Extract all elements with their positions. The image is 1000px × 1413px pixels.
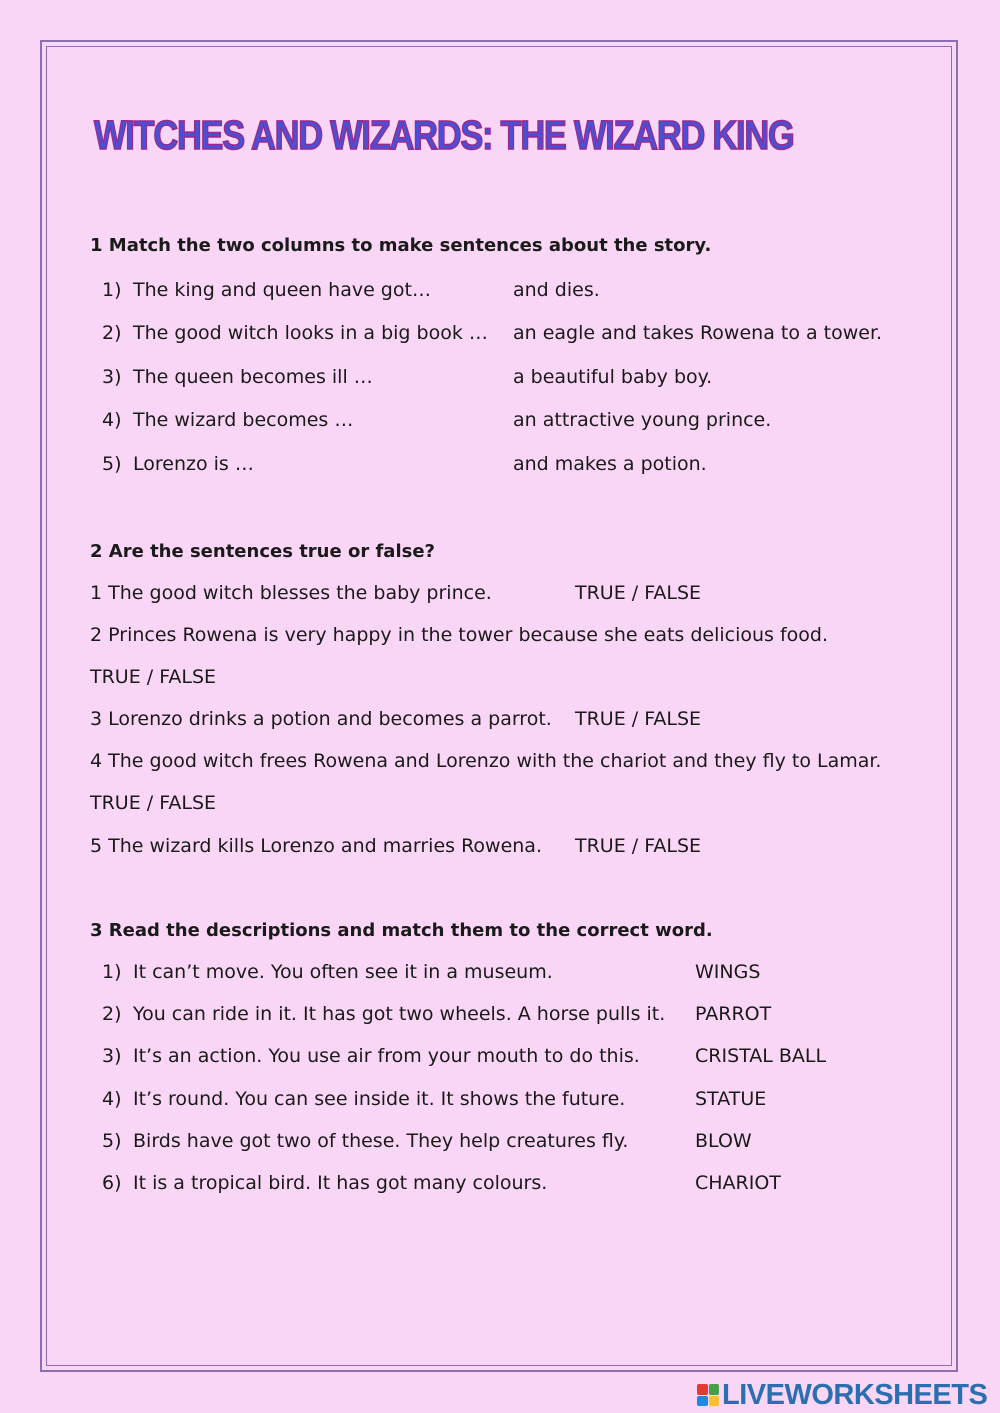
s1-item-num: 3) [102, 366, 122, 388]
s3-description: Birds have got two of these. They help creatures fly. [133, 1130, 629, 1152]
s2-true-false-choice[interactable]: TRUE / FALSE [90, 666, 217, 688]
s1-item-left: The good witch looks in a big book … [133, 322, 488, 344]
liveworksheets-logo-icon [697, 1384, 719, 1406]
s3-item-num: 1) [102, 961, 122, 983]
s2-true-false-choice[interactable]: TRUE / FALSE [575, 835, 702, 857]
section3-heading: 3 Read the descriptions and match them to the correct word. [90, 920, 713, 941]
s1-item-num: 1) [102, 279, 122, 301]
s3-word: PARROT [695, 1003, 772, 1025]
s3-word: STATUE [695, 1088, 767, 1110]
s3-word: BLOW [695, 1130, 752, 1152]
s3-item-num: 3) [102, 1045, 122, 1067]
s3-item-num: 5) [102, 1130, 122, 1152]
s2-statement: 2 Princes Rowena is very happy in the tower because she eats delicious food. [90, 624, 829, 646]
s1-item-right: an eagle and takes Rowena to a tower. [513, 322, 883, 344]
s1-item-num: 2) [102, 322, 122, 344]
s3-item-num: 6) [102, 1172, 122, 1194]
s1-item-num: 5) [102, 453, 122, 475]
s2-statement: 5 The wizard kills Lorenzo and marries Rowena. [90, 835, 542, 857]
s1-item-right: and dies. [513, 279, 600, 301]
s3-description: It can’t move. You often see it in a museum. [133, 961, 553, 983]
s1-item-right: an attractive young prince. [513, 409, 772, 431]
s2-true-false-choice[interactable]: TRUE / FALSE [90, 792, 217, 814]
s1-item-left: Lorenzo is … [133, 453, 254, 475]
s3-item-num: 2) [102, 1003, 122, 1025]
s2-true-false-choice[interactable]: TRUE / FALSE [575, 708, 702, 730]
s1-item-left: The wizard becomes … [133, 409, 354, 431]
section1-heading: 1 Match the two columns to make sentences about the story. [90, 235, 712, 256]
s3-description: It’s an action. You use air from your mouth to do this. [133, 1045, 640, 1067]
s1-item-right: a beautiful baby boy. [513, 366, 713, 388]
s2-statement: 4 The good witch frees Rowena and Lorenzo with the chariot and they fly to Lamar. [90, 750, 882, 772]
s3-description: It is a tropical bird. It has got many colours. [133, 1172, 548, 1194]
liveworksheets-logo[interactable] [697, 1380, 987, 1410]
s1-item-left: The king and queen have got… [133, 279, 431, 301]
s3-word: CHARIOT [695, 1172, 781, 1194]
s2-true-false-choice[interactable]: TRUE / FALSE [575, 582, 702, 604]
section2-heading: 2 Are the sentences true or false? [90, 541, 435, 562]
worksheet-title: WITCHES AND WIZARDS: THE WIZARD KING [94, 112, 794, 158]
s2-statement: 1 The good witch blesses the baby prince. [90, 582, 492, 604]
s3-description: It’s round. You can see inside it. It shows the future. [133, 1088, 626, 1110]
s1-item-right: and makes a potion. [513, 453, 707, 475]
s1-item-num: 4) [102, 409, 122, 431]
s3-word: CRISTAL BALL [695, 1045, 827, 1067]
s3-description: You can ride in it. It has got two wheels. A horse pulls it. [133, 1003, 666, 1025]
logo-text: LIVEWORKSHEETS [722, 1378, 988, 1411]
s3-item-num: 4) [102, 1088, 122, 1110]
s2-statement: 3 Lorenzo drinks a potion and becomes a parrot. [90, 708, 552, 730]
s3-word: WINGS [695, 961, 761, 983]
s1-item-left: The queen becomes ill … [133, 366, 373, 388]
